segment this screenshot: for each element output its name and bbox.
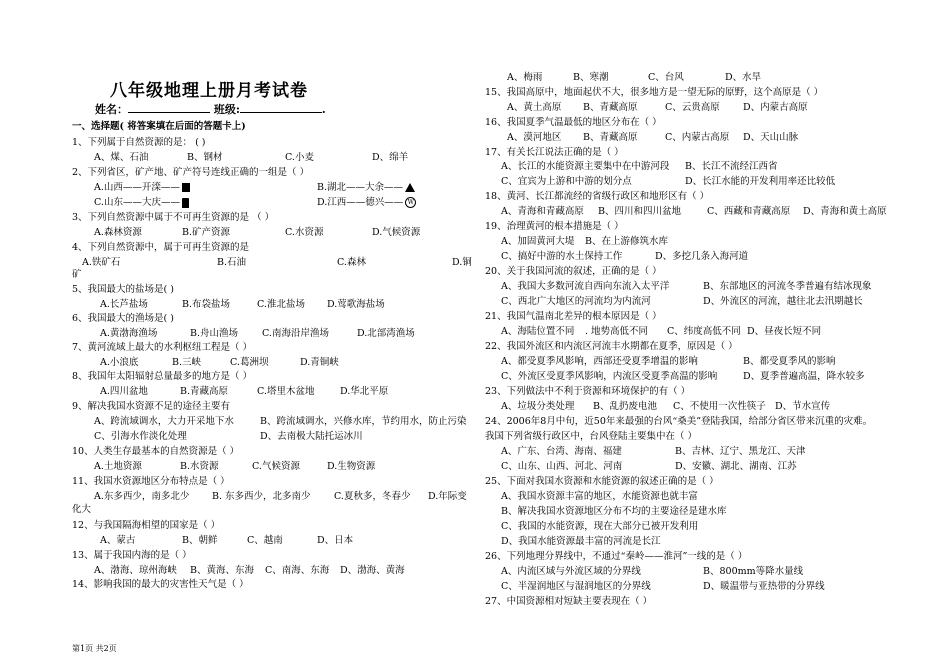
oil-derrick-symbol-icon [182, 198, 189, 208]
question-9: 9、解决我国水资源不足的途径主要有 [72, 401, 231, 412]
q5-option-a[interactable]: A.长芦盐场 [100, 299, 148, 310]
question-13: 13、属于我国内海的是（ ） [72, 550, 192, 561]
q17-option-a[interactable]: A、长江的水能资源主要集中在中游河段 [501, 161, 670, 172]
q16-option-a[interactable]: A、漠河地区 [507, 132, 562, 143]
q11-option-a[interactable]: A.东多西少，南多北少 [94, 491, 190, 502]
q14-option-d[interactable]: D、水旱 [725, 72, 762, 83]
q25-option-b[interactable]: B、解决我国水资源地区分布不均的主要途径是建水库 [501, 506, 727, 517]
q7-option-c[interactable]: C.葛洲坝 [230, 357, 269, 368]
q10-option-c[interactable]: C.气候资源 [252, 461, 300, 472]
q3-option-a[interactable]: A.森林资源 [94, 227, 142, 238]
page-footer: 第1页 共2页 [72, 644, 117, 653]
q10-option-d[interactable]: D.生物资源 [327, 461, 376, 472]
q23-option-d[interactable]: D、节水宣传 [775, 401, 831, 412]
q18-option-d[interactable]: D、青海和黄土高原 [803, 206, 887, 217]
question-16: 16、我国夏季气温最低的地区分布在（ ） [485, 117, 662, 128]
triangle-symbol-icon [405, 183, 415, 192]
question-14: 14、影响我国的最大的灾害性天气是（ ） [72, 579, 249, 590]
q4-option-d-wrap: 矿 [72, 269, 82, 280]
q2-option-b-text: B.湖北——大余—— [317, 182, 404, 193]
q1-option-b[interactable]: B、钢材 [187, 152, 223, 163]
q5-option-d[interactable]: D.莺歌海盐场 [327, 299, 385, 310]
q11-option-d[interactable]: D.年际变 [428, 491, 467, 502]
q16-option-b[interactable]: B、青藏高原 [583, 132, 638, 143]
question-5: 5、我国最大的盐场是( ) [72, 284, 174, 295]
q25-option-c[interactable]: C、我国的水能资源，现在大部分已被开发利用 [501, 521, 699, 532]
q21-option-b[interactable]: . 地势高低不同 [585, 326, 649, 337]
q2-option-a-text: A.山西——开滦—— [94, 182, 180, 193]
q24-option-b[interactable]: B、吉林、辽宁、黑龙江、天津 [675, 446, 806, 457]
q19-option-d[interactable]: D、多挖几条入海河道 [655, 251, 749, 262]
question-3: 3、下列自然资源中属于不可再生资源的是 （ ） [72, 212, 275, 223]
q15-option-a[interactable]: A、黄土高原 [507, 102, 562, 113]
q20-option-b[interactable]: B、东部地区的河流冬季普遍有结冰现象 [703, 281, 872, 292]
question-10: 10、人类生存最基本的自然资源是（ ） [72, 446, 240, 457]
q8-option-b[interactable]: B.青藏高原 [180, 386, 229, 397]
question-23: 23、下列做法中不利于资源和环境保护的有（ ） [485, 386, 691, 397]
class-blank[interactable] [240, 103, 322, 113]
question-8: 8、我国年太阳辐射总量最多的地方是（ ） [72, 371, 253, 382]
q3-option-b[interactable]: B.矿产资源 [182, 227, 231, 238]
q26-option-b[interactable]: B、800mm等降水量线 [703, 566, 804, 577]
question-6: 6、我国最大的渔场是( ) [72, 313, 174, 324]
q22-option-c[interactable]: C、外流区受夏季风影响，内流区受夏季高温的影响 [501, 371, 718, 382]
question-17: 17、有关长江说法正确的是（ ） [485, 147, 624, 158]
q15-option-b[interactable]: B、青藏高原 [583, 102, 638, 113]
q16-option-c[interactable]: C、内蒙古高原 [665, 132, 730, 143]
q23-option-b[interactable]: B、乱扔废电池 [593, 401, 657, 412]
q20-option-d[interactable]: D、外流区的河流，越往北去汛期越长 [703, 296, 863, 307]
q17-option-b[interactable]: B、长江不流经江西省 [685, 161, 778, 172]
question-7: 7、黄河流域上最大的水利枢纽工程是（ ） [72, 342, 253, 353]
q1-option-a[interactable]: A、煤、石油 [94, 152, 149, 163]
q9-option-a[interactable]: A、跨流域调水，大力开采地下水 [94, 416, 234, 427]
square-symbol-icon [182, 183, 190, 192]
q9-option-b[interactable]: B、跨流域调水，兴修水库，节约用水，防止污染 [260, 416, 467, 427]
q11-option-c[interactable]: C.夏秋多，冬春少 [334, 491, 411, 502]
q26-option-a[interactable]: A、内流区域与外流区域的分界线 [501, 566, 641, 577]
question-19: 19、治理黄河的根本措施是（ ） [485, 221, 624, 232]
q21-option-d[interactable]: D、昼夜长短不同 [747, 326, 822, 337]
q4-option-a[interactable]: A.铁矿石 [82, 257, 121, 268]
q23-option-c[interactable]: C、不使用一次性筷子 [673, 401, 766, 412]
name-class-line [95, 101, 326, 117]
q3-option-c[interactable]: C.水资源 [285, 227, 324, 238]
question-25: 25、下面对我国水资源和水能资源的叙述正确的是（ ） [485, 476, 719, 487]
q10-option-b[interactable]: B.水资源 [180, 461, 219, 472]
q24-option-c[interactable]: C、山东、山西、河北、河南 [501, 461, 623, 472]
q17-option-d[interactable]: D、长江水能的开发利用率还比较低 [685, 176, 836, 187]
q5-option-c[interactable]: C.淮北盐场 [257, 299, 305, 310]
q7-option-b[interactable]: B.三峡 [172, 357, 202, 368]
q6-option-d[interactable]: D.北部湾渔场 [357, 328, 415, 339]
q6-option-a[interactable]: A.黄渤海渔场 [100, 328, 158, 339]
question-24: 24、2006年8月中旬，近50年来最强的台风“桑美”登陆我国，给部分省区带来沉重的灾难。 [485, 416, 873, 427]
q12-option-d[interactable]: D、日本 [317, 535, 354, 546]
q19-option-a[interactable]: A、加固黄河大堤 [501, 236, 575, 247]
q22-option-b[interactable]: B、都受夏季风的影响 [743, 356, 836, 367]
question-2: 2、下列省区，矿产地、矿产符号连线正确的一组是（ ） [72, 167, 310, 178]
q13-option-d[interactable]: D、渤海、黄海 [340, 565, 405, 576]
q13-option-a[interactable]: A、渤海、琼州海峡 [94, 565, 177, 576]
q22-option-a[interactable]: A、都受夏季风影响，西部还受夏季增温的影响 [501, 356, 698, 367]
section-heading: 一、选择题( 将答案填在后面的答题卡上) [72, 121, 246, 132]
q12-option-b[interactable]: B、朝鲜 [182, 535, 218, 546]
q8-option-a[interactable]: A.四川盆地 [100, 386, 148, 397]
question-20: 20、关于我国河流的叙述，正确的是（ ） [485, 266, 662, 277]
q1-option-d[interactable]: D、绵羊 [372, 152, 409, 163]
q14-option-a[interactable]: A、梅雨 [507, 72, 543, 83]
name-blank[interactable] [128, 103, 210, 113]
q23-option-a[interactable]: A、垃圾分类处理 [501, 401, 575, 412]
question-15: 15、我国高原中，地面起伏不大，很多地方是一望无际的原野，这个高原是（ ） [485, 87, 824, 98]
q12-option-c[interactable]: C、越南 [247, 535, 283, 546]
question-1: 1、下列属于自然资源的是： ( ) [72, 137, 206, 148]
q12-option-a[interactable]: A、蒙古 [100, 535, 136, 546]
q19-option-c[interactable]: C、搞好中游的水土保持工作 [501, 251, 623, 262]
question-27: 27、中国资源相对短缺主要表现在（ ） [485, 596, 653, 607]
q15-option-d[interactable]: D、内蒙古高原 [743, 102, 808, 113]
q22-option-d[interactable]: D、夏季普遍高温，降水较多 [743, 371, 865, 382]
q2-option-a[interactable] [94, 182, 190, 194]
q24-option-a[interactable]: A、广东、台湾、海南、福建 [501, 446, 622, 457]
q6-option-b[interactable]: B.舟山渔场 [190, 328, 239, 339]
q18-option-c[interactable]: C、西藏和青藏高原 [707, 206, 791, 217]
q14-option-b[interactable]: B、寒潮 [573, 72, 609, 83]
q19-option-b[interactable]: B、在上游修筑水库 [585, 236, 668, 247]
question-24-line2: 我国下列省级行政区中，台风登陆主要集中在（ ） [485, 431, 698, 442]
q8-option-d[interactable]: D.华北平原 [340, 386, 389, 397]
class-label: 班级: [213, 103, 240, 116]
q15-option-c[interactable]: C、云贵高原 [665, 102, 720, 113]
q2-option-d[interactable] [317, 197, 416, 209]
q21-option-a[interactable]: A、海陆位置不同 [501, 326, 575, 337]
q20-option-c[interactable]: C、西北广大地区的河流均为内流河 [501, 296, 651, 307]
q25-option-a[interactable]: A、我国水资源丰富的地区，水能资源也就丰富 [501, 491, 698, 502]
q2-option-c[interactable] [94, 197, 189, 209]
question-26: 26、下列地理分界线中，不通过“秦岭——淮河”一线的是（ ） [485, 551, 748, 562]
q7-option-d[interactable]: D.青铜峡 [300, 357, 339, 368]
q24-option-d[interactable]: D、安徽、湖北、湖南、江苏 [675, 461, 797, 472]
q26-option-c[interactable]: C、半湿润地区与湿润地区的分界线 [501, 581, 651, 592]
q2-option-b[interactable] [317, 182, 415, 194]
question-21: 21、我国气温南北差异的根本原因是（ ） [485, 311, 662, 322]
question-12: 12、与我国隔海相望的国家是（ ） [72, 520, 221, 531]
name-line-end: . [321, 103, 326, 116]
q8-option-c[interactable]: C.塔里木盆地 [257, 386, 315, 397]
tungsten-symbol-icon: W [405, 197, 416, 208]
q13-option-b[interactable]: B、黄海、东海 [190, 565, 254, 576]
q5-option-b[interactable]: B.布袋盐场 [182, 299, 231, 310]
q21-option-c[interactable]: C、纬度高低不同 [667, 326, 741, 337]
q6-option-c[interactable]: C.南海沿岸渔场 [262, 328, 329, 339]
q18-option-a[interactable]: A、青海和青藏高原 [501, 206, 584, 217]
q3-option-d[interactable]: D.气候资源 [372, 227, 421, 238]
q11-option-d-wrap: 化大 [72, 504, 92, 515]
question-4: 4、下列自然资源中，属于可再生资源的是 [72, 242, 250, 253]
question-11: 11、我国水资源地区分布特点是（ ） [72, 476, 230, 487]
question-18: 18、黄河、长江都流经的省级行政区和地形区有（ ） [485, 191, 710, 202]
q7-option-a[interactable]: A.小浪底 [100, 357, 139, 368]
q1-option-c[interactable]: C.小麦 [285, 152, 314, 163]
q18-option-b[interactable]: B、四川和四川盆地 [598, 206, 681, 217]
page-title: 八年级地理上册月考试卷 [110, 81, 308, 101]
q11-option-b[interactable]: B. 东多西少，北多南少 [212, 491, 311, 502]
q4-option-b[interactable]: B.石油 [217, 257, 247, 268]
q4-option-d[interactable]: D.铜 [452, 257, 472, 268]
q16-option-d[interactable]: D、天山山脉 [743, 132, 799, 143]
q14-option-c[interactable]: C、台风 [648, 72, 684, 83]
q20-option-a[interactable]: A、我国大多数河流自西向东流入太平洋 [501, 281, 670, 292]
name-label: 姓名： [95, 103, 128, 116]
q25-option-d[interactable]: D、我国水能资源最丰富的河流是长江 [501, 536, 661, 547]
q4-option-c[interactable]: C.森林 [337, 257, 366, 268]
q13-option-c[interactable]: C、南海、东海 [265, 565, 330, 576]
q2-option-c-text: C.山东——大庆—— [94, 197, 180, 208]
q10-option-a[interactable]: A.土地资源 [94, 461, 142, 472]
q17-option-c[interactable]: C、宜宾为上游和中游的划分点 [501, 176, 632, 187]
q9-option-d[interactable]: D、去南极大陆托运冰川 [260, 431, 363, 442]
question-22: 22、我国外流区和内流区河流丰水期都在夏季，原因是（ ） [485, 341, 738, 352]
q9-option-c[interactable]: C、引海水作淡化处理 [94, 431, 187, 442]
q2-option-d-text: D.江西——德兴—— [317, 197, 404, 208]
q26-option-d[interactable]: D、暖温带与亚热带的分界线 [703, 581, 825, 592]
